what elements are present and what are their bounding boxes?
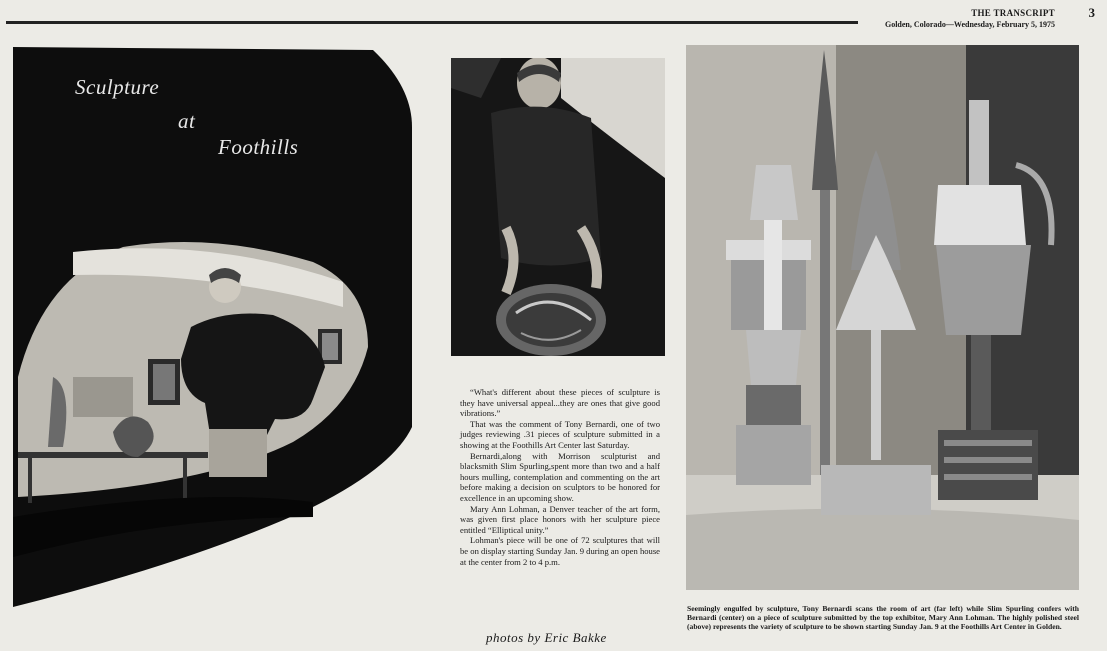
article-paragraph: Bernardi,along with Morrison sculpturist and blacksmith Slim Spurling,spent more than two and a half hours mulling, contemplation and commenting on the art before making a decision on sculptors to be honored for excellence in an upcoming show.: [460, 450, 660, 503]
title-line-3: Foothills: [218, 135, 299, 159]
page-number: 3: [1088, 5, 1095, 20]
photo-byline: photos by Eric Bakke: [486, 630, 607, 645]
article-paragraph: Mary Ann Lohman, a Denver teacher of the art form, was given first place honors with her sculpture piece entitled “Elliptical unity.”: [460, 503, 660, 535]
article-paragraph: “What's different about these pieces of sculpture is they have universal appeal...they are ones that give good vibrations.”: [460, 387, 660, 419]
judge-examining-sculpture-photo: [451, 58, 665, 356]
article-body: [460, 387, 660, 567]
top-rule: [6, 21, 858, 24]
sculpture-interior-photo: [13, 47, 412, 607]
paper-name: THE TRANSCRIPT: [971, 8, 1055, 18]
steel-sculpture-photo: [686, 45, 1079, 590]
title-line-2: at: [178, 109, 196, 133]
masthead: [885, 8, 1055, 30]
title-line-1: Sculpture: [75, 75, 160, 99]
article-paragraph: Lohman's piece will be one of 72 sculptures that will be on display starting Sunday Jan. 9 during an open house at the center from 2 to 4 p.m.: [460, 535, 660, 567]
article-paragraph: That was the comment of Tony Bernardi, one of two judges reviewing .31 pieces of sculpture submitted in a showing at the Foothills Art Center last Saturday.: [460, 418, 660, 450]
photo-caption: Seemingly engulfed by sculpture, Tony Bernardi scans the room of art (far left) while Slim Spurling confers with Bernardi (center) on a piece of sculpture submitted by the top exhibitor, Mary Ann Lohman. The highly polished steel (above) represents the variety of sculpture to be shown starting Sunday Jan. 9 at the Foothills Art Center in Golden.: [687, 604, 1079, 632]
dateline: Golden, Colorado—Wednesday, February 5, 1975: [884, 20, 1055, 29]
